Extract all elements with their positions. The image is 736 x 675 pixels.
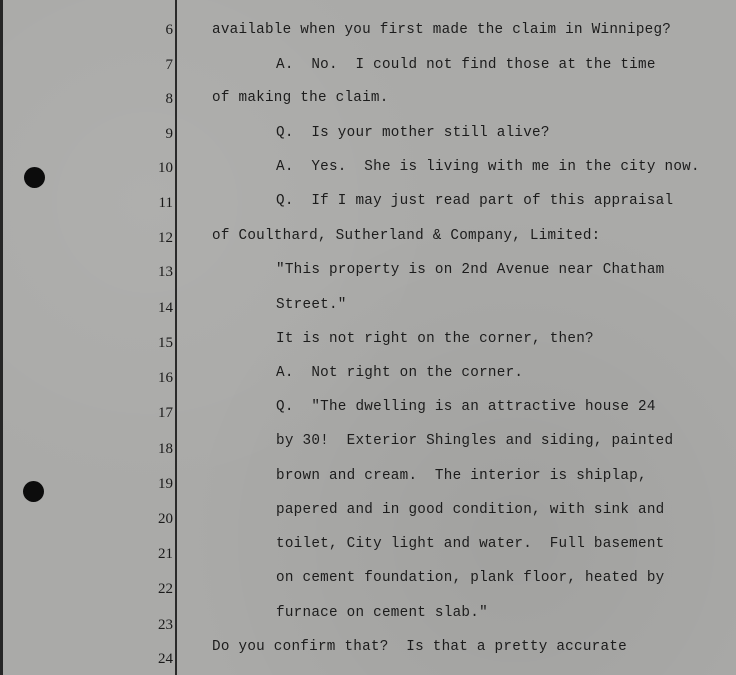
transcript-line: "This property is on 2nd Avenue near Chatham	[276, 262, 665, 278]
line-number: 17	[158, 405, 173, 421]
line-number: 13	[158, 264, 173, 280]
line-number: 7	[165, 57, 173, 73]
line-number: 16	[158, 370, 173, 386]
line-number: 9	[165, 126, 173, 142]
transcript-line: on cement foundation, plank floor, heated by	[276, 570, 665, 586]
transcript-line: furnace on cement slab."	[276, 605, 488, 621]
margin-rule	[175, 0, 177, 675]
line-number: 15	[158, 335, 173, 351]
transcript-line: Street."	[276, 297, 347, 313]
transcript-line: papered and in good condition, with sink and	[276, 502, 665, 518]
transcript-line: of making the claim.	[212, 90, 389, 106]
transcript-line: available when you first made the claim in Winnipeg?	[212, 22, 672, 38]
transcript-line: A. Not right on the corner.	[276, 365, 524, 381]
line-number: 18	[158, 441, 173, 457]
line-number: 23	[158, 617, 173, 633]
transcript-line: A. Yes. She is living with me in the city now.	[276, 159, 700, 175]
transcript-line: by 30! Exterior Shingles and siding, painted	[276, 433, 674, 449]
punch-hole	[23, 481, 44, 502]
line-number: 12	[158, 230, 173, 246]
line-number: 24	[158, 651, 173, 667]
transcript-line: of Coulthard, Sutherland & Company, Limited:	[212, 228, 601, 244]
transcript-line: It is not right on the corner, then?	[276, 331, 594, 347]
transcript-line: Do you confirm that? Is that a pretty accurate	[212, 639, 627, 655]
line-number: 14	[158, 300, 173, 316]
line-number: 6	[165, 22, 173, 38]
line-number: 21	[158, 546, 173, 562]
line-number: 10	[158, 160, 173, 176]
transcript-line: Q. "The dwelling is an attractive house 24	[276, 399, 656, 415]
page-edge	[0, 0, 3, 675]
line-number: 8	[165, 91, 173, 107]
transcript-line: Q. Is your mother still alive?	[276, 125, 550, 141]
line-number: 19	[158, 476, 173, 492]
transcript-line: brown and cream. The interior is shiplap,	[276, 468, 647, 484]
punch-hole	[24, 167, 45, 188]
transcript-line: A. No. I could not find those at the time	[276, 57, 656, 73]
transcript-line: Q. If I may just read part of this appraisal	[276, 193, 674, 209]
line-number: 22	[158, 581, 173, 597]
line-number: 20	[158, 511, 173, 527]
line-number: 11	[158, 195, 173, 211]
transcript-line: toilet, City light and water. Full basement	[276, 536, 665, 552]
